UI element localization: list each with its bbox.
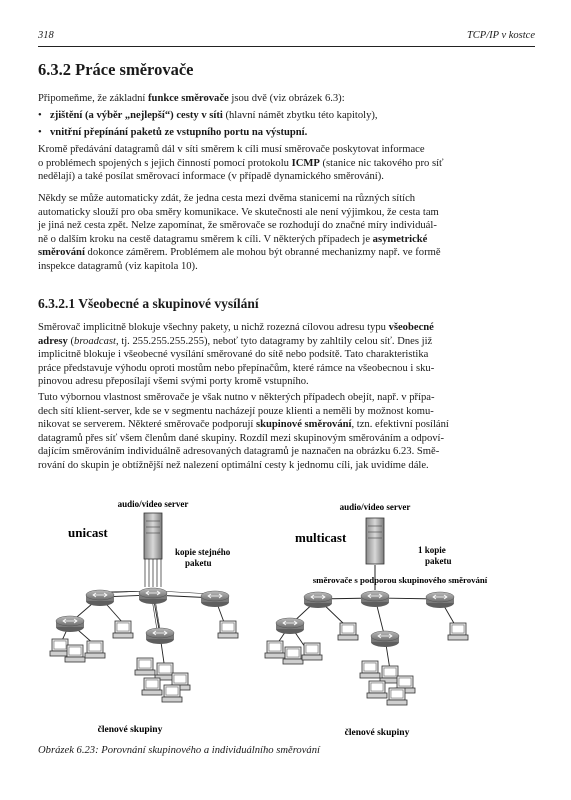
text-line: rování do skupin je obtížnější než nalezení optimální cesty k jednomu cíli, jak uvidíme dále. (38, 459, 429, 471)
text-line (38, 321, 535, 335)
section-title: 6.3.2 Práce směrovače (38, 60, 194, 79)
members-label-right: členové skupiny (344, 728, 410, 738)
members-label-left: členové skupiny (97, 725, 163, 735)
bullet-bold: zjištění (a výběr „nejlepší“) cesty v síti (50, 110, 223, 121)
asym-bold: asymetrické (372, 233, 428, 245)
text-line (38, 233, 535, 247)
broadcast-bold-2: adresy (38, 335, 68, 347)
routing-figure (0, 495, 571, 740)
bullet-text: (hlavní námět zbytku této kapitoly), (222, 110, 378, 121)
running-title: TCP/IP v kostce (466, 30, 535, 41)
text-line: automaticky slouží pro oba směry komunikace. Ve skutečnosti ale není výjimkou, že cesta tam (38, 206, 439, 218)
copy-label-left-2: paketu (185, 558, 212, 568)
text-line: pinovou adresu přeposílají všemi svými porty kromě vstupního. (38, 376, 309, 388)
server-label-right: audio/video server (339, 502, 411, 512)
copy-label-right-1: 1 kopie (418, 545, 446, 555)
text-line (38, 335, 535, 349)
text-span: , tzn. efektivní posílání (351, 419, 449, 431)
bullet-item (38, 109, 378, 123)
text-line: dech sítí klient-server, kde se v segmentu nacházejí pouze klienti a neměli by možnost komu- (38, 405, 434, 417)
paragraph-multicast (38, 391, 535, 473)
text-line: nedělají) a také posílat směrovací informace (v případě dynamického směrování). (38, 171, 384, 183)
text-span: nikovat se serverem. Některé směrovače podporují (38, 419, 256, 431)
multicast-bold: skupinové směrování (255, 419, 352, 431)
page-header (38, 30, 535, 44)
text-span: (stanice nic takového pro síť (319, 157, 444, 169)
broadcast-italic: broadcast (74, 335, 116, 347)
paragraph-asymmetric (38, 192, 535, 274)
bullet-dot: • (38, 110, 42, 121)
bullet-bold: vnitřní přepínání paketů ze vstupního portu na výstupní. (50, 127, 308, 138)
broadcast-bold: všeobecné (388, 322, 434, 333)
multicast-diagram (265, 502, 488, 738)
page-number: 318 (38, 30, 54, 41)
text-span: ( (67, 335, 75, 347)
text-line: Kromě předávání datagramů dál v síti směrem k cíli musí směrovače poskytovat informace (38, 144, 425, 155)
text-line: Tuto výbornou vlastnost směrovače je však nutno v některých případech obejít, např. v přípa- (38, 392, 435, 403)
paragraph-broadcast (38, 321, 535, 389)
intro-text-end: jsou dvě (viz obrázek 6.3): (228, 93, 345, 104)
intro-text: Připomeňme, že základní (38, 93, 149, 104)
text-line: datagramů přes síť všem členům dané skupiny. Rozdíl mezi skupinovým směrováním a odpoví- (38, 432, 445, 444)
paragraph-icmp (38, 143, 535, 184)
copy-label-right-2: paketu (425, 556, 452, 566)
intro-bold: funkce směrovače (148, 93, 229, 104)
text-line (38, 157, 535, 171)
copy-label-left-1: kopie stejného (175, 547, 231, 557)
icmp-bold: ICMP (291, 157, 320, 169)
text-line (38, 246, 535, 260)
multicast-label: multicast (295, 530, 347, 545)
text-line (38, 418, 535, 432)
header-rule (38, 46, 535, 47)
unicast-label: unicast (68, 525, 108, 540)
text-span: , tj. 255.255.255.255), neboť tyto datagramy by zahltily celou síť. Dnes již (116, 335, 433, 347)
text-span: ně o dalším kroku na cestě datagramu směrem k cíli. V některých případech je (38, 233, 373, 245)
text-span: dokonce záměrem. Problémem ale mohou být obranné mechanizmy např. ve formě (84, 247, 441, 259)
subsection-title: 6.3.2.1 Všeobecné a skupinové vysílání (38, 296, 259, 311)
text-line: implicitně blokuje i všeobecné vysílání směrované do sítě nebo podsítě. Tato charakteristika (38, 349, 429, 361)
text-line: práce představuje výhodu oproti mostům nebo přepínačům, které rámce na všeobecnou i sku- (38, 362, 435, 374)
text-line: dajícím směrováním individuálně adresovaných datagramů je naznačen na obrázku 6.23. Smě- (38, 446, 440, 458)
text-line: je jiná než cesta zpět. Nelze zapomínat, že směrovače se rozhodují do značné míry individuál- (38, 220, 437, 232)
intro-paragraph (38, 92, 535, 106)
unicast-diagram (50, 499, 238, 735)
bullet-dot: • (38, 127, 42, 138)
server-icon (366, 518, 384, 564)
text-line: Někdy se může automaticky zdát, že jedna cesta mezi dvěma stanicemi na různých sítích (38, 193, 416, 204)
bullet-item (38, 126, 307, 140)
figure-caption: Obrázek 6.23: Porovnání skupinového a individuálního směrování (38, 745, 320, 756)
text-span: o problémech spojených s jejich činností pomocí protokolu (38, 157, 292, 169)
routers-label: směrovače s podporou skupinového směrování (312, 575, 488, 585)
text-line: inspekce datagramů (viz kapitola 10). (38, 260, 198, 272)
server-icon (144, 513, 162, 559)
text-span: Směrovač implicitně blokuje všechny pakety, u nichž rozezná cílovou adresu typu (38, 322, 389, 333)
asym-bold-2: směrování (38, 247, 85, 259)
server-label-left: audio/video server (117, 499, 189, 509)
